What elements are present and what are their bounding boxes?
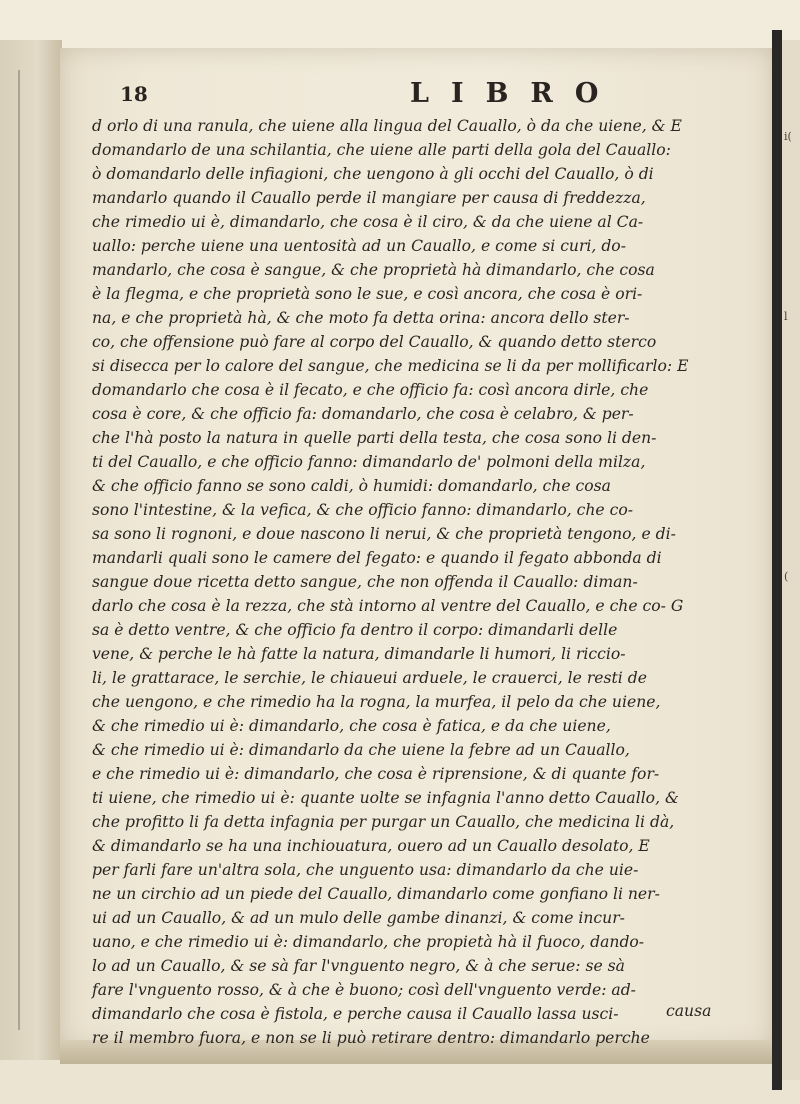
next-page-strip <box>782 40 800 1080</box>
text-line: sa è detto ventre, & che officio fa dentro il corpo: dimandarli delle <box>92 621 618 639</box>
left-book-edge <box>0 40 62 1060</box>
next-page-glyph: ( <box>784 570 789 583</box>
text-line: vene, & perche le hà fatte la natura, dimandarle li humori, li riccio- <box>92 645 626 663</box>
next-page-glyph: l <box>784 310 788 323</box>
catchword: causa <box>666 1002 712 1020</box>
text-line: sangue doue ricetta detto sangue, che non offenda il Cauallo: diman- <box>92 573 638 591</box>
text-line: sono l'intestine, & la vefica, & che officio fanno: dimandarlo, che co- <box>92 501 633 519</box>
text-line: che uengono, e che rimedio ha la rogna, la murfea, il pelo da che uiene, <box>92 693 661 711</box>
text-line: & che rimedio ui è: dimandarlo da che uiene la febre ad un Cauallo, <box>92 741 630 759</box>
text-line: mandarli quali sono le camere del fegato: e quando il fegato abbonda di <box>92 549 662 567</box>
text-line: si disecca per lo calore del sangue, che medicina se li da per mollificarlo: E <box>92 357 689 375</box>
text-line: lo ad un Cauallo, & se sà far l'vnguento negro, & à che serue: se sà <box>92 957 625 975</box>
text-line: uallo: perche uiene una uentosità ad un Cauallo, e come si curi, do- <box>92 237 626 255</box>
text-line: ti del Cauallo, e che officio fanno: dimandarlo de' polmoni della milza, <box>92 453 646 471</box>
text-line: domandarlo de una schilantia, che uiene alle parti della gola del Cauallo: <box>92 141 671 159</box>
text-line: cosa è core, & che officio fa: domandarlo, che cosa è celabro, & per- <box>92 405 634 423</box>
text-line: uano, e che rimedio ui è: dimandarlo, che propietà hà il fuoco, dando- <box>92 933 645 951</box>
text-line: ne un circhio ad un piede del Cauallo, dimandarlo come gonfiano li ner- <box>92 885 660 903</box>
text-line: mandarlo quando il Cauallo perde il mangiare per causa di freddezza, <box>92 189 646 207</box>
text-line: ò domandarlo delle infiagioni, che uengono à gli occhi del Cauallo, ò di <box>92 165 654 183</box>
text-line: ui ad un Cauallo, & ad un mulo delle gambe dinanzi, & come incur- <box>92 909 625 927</box>
body-text <box>92 114 772 1050</box>
next-page-glyph: i( <box>784 130 792 143</box>
text-line: & dimandarlo se ha una inchiouatura, ouero ad un Cauallo desolato, E <box>92 837 650 855</box>
text-line: fare l'vnguento rosso, & à che è buono; così dell'vnguento verde: ad- <box>92 981 636 999</box>
text-line: d orlo di una ranula, che uiene alla lingua del Cauallo, ò da che uiene, & E <box>92 117 682 135</box>
text-line: mandarlo, che cosa è sangue, & che proprietà hà dimandarlo, che cosa <box>92 261 655 279</box>
text-line: che l'hà posto la natura in quelle parti della testa, che cosa sono li den- <box>92 429 657 447</box>
text-line: ti uiene, che rimedio ui è: quante uolte se infagnia l'anno detto Cauallo, & <box>92 789 679 807</box>
left-edge-line <box>18 70 20 1030</box>
text-line: & che officio fanno se sono caldi, ò humidi: domandarlo, che cosa <box>92 477 611 495</box>
text-line: re il membro fuora, e non se li può retirare dentro: dimandarlo perche <box>92 1029 650 1047</box>
text-line: na, e che proprietà hà, & che moto fa detta orina: ancora dello ster- <box>92 309 630 327</box>
text-line: e che rimedio ui è: dimandarlo, che cosa è riprensione, & di quante for- <box>92 765 660 783</box>
text-line: è la flegma, e che proprietà sono le sue, e così ancora, che cosa è ori- <box>92 285 643 303</box>
text-line: co, che offensione può fare al corpo del Cauallo, & quando detto sterco <box>92 333 657 351</box>
text-line: che profitto li fa detta infagnia per purgar un Cauallo, che medicina li dà, <box>92 813 675 831</box>
page-number: 18 <box>120 82 148 106</box>
text-line: per farli fare un'altra sola, che unguento usa: dimandarlo da che uie- <box>92 861 639 879</box>
text-line: & che rimedio ui è: dimandarlo, che cosa è fatica, e da che uiene, <box>92 717 611 735</box>
text-line: che rimedio ui è, dimandarlo, che cosa è il ciro, & da che uiene al Ca- <box>92 213 644 231</box>
text-line: dimandarlo che cosa è fistola, e perche causa il Cauallo lassa usci- <box>92 1005 619 1023</box>
text-line: domandarlo che cosa è il fecato, e che officio fa: così ancora dirle, che <box>92 381 649 399</box>
running-title: LIBRO <box>410 78 621 109</box>
text-line: li, le grattarace, le serchie, le chiaueui arduele, le crauerci, le resti de <box>92 669 647 687</box>
page-header <box>90 76 750 110</box>
right-gutter <box>772 30 782 1090</box>
text-line: sa sono li rognoni, e doue nascono li nerui, & che proprietà tengono, e di- <box>92 525 676 543</box>
text-line: darlo che cosa è la rezza, che stà intorno al ventre del Cauallo, e che co- G <box>92 597 684 615</box>
